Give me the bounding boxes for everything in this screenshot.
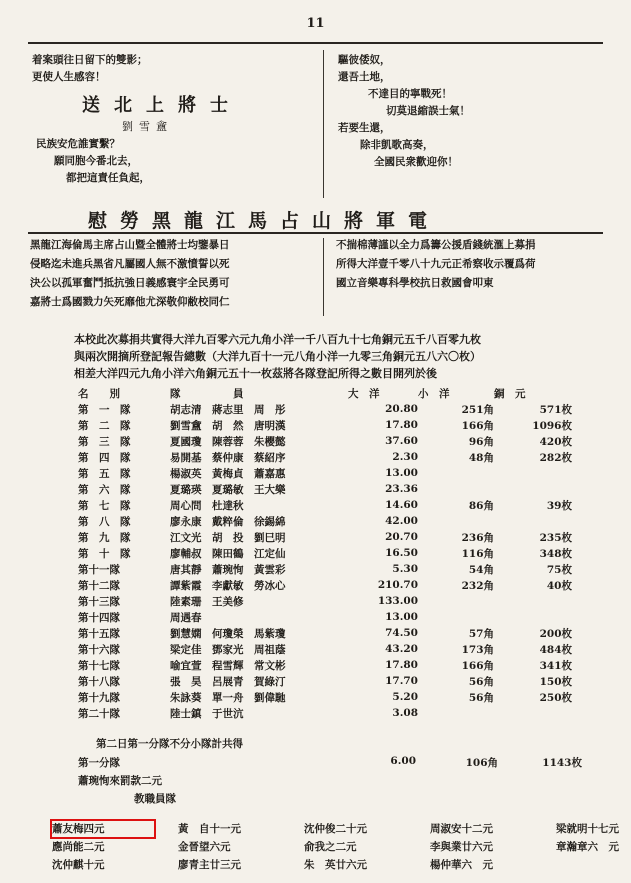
donor-entry: 沈仲俊二十元: [304, 823, 367, 835]
poem-line: 都把這責任負起，: [66, 172, 150, 184]
fine-note: 蕭琬恂來罰款二元: [78, 775, 162, 787]
small-coin-cell: [418, 481, 494, 497]
telegram-line: 決公以孤軍奮鬥抵抗強日義感寰宇全民勇可: [30, 277, 230, 289]
first-subteam-small: 106角: [465, 757, 498, 769]
members-cell: 江文光 胡 投 劉巳明: [170, 531, 286, 544]
copper-cell: [494, 465, 572, 481]
second-day-label: 第二日第一分隊不分小隊計共得: [96, 738, 243, 750]
big-coin-cell: 3.08: [392, 707, 418, 719]
team-cell: 第 七 隊: [78, 499, 131, 512]
table-row: [56, 593, 572, 609]
copper-cell: [494, 481, 572, 497]
members-cell: 夏璐瑛 夏璐敏 王大樂: [170, 483, 286, 496]
donor-entry: 蕭友梅四元: [52, 823, 105, 835]
copper-cell: 1096枚: [532, 419, 572, 432]
members-cell: 喻宜萱 程雪輝 常文彬: [170, 659, 286, 672]
table-row: [56, 433, 572, 449]
small-coin-cell: 56角: [468, 675, 494, 688]
copper-cell: 40枚: [546, 579, 572, 592]
header-small-coin: 小 洋: [418, 387, 450, 400]
header-big-coin: 大 洋: [348, 387, 380, 400]
telegram-left-column: [30, 236, 230, 312]
small-coin-cell: [418, 513, 494, 529]
table-row: [56, 641, 572, 657]
telegram-right-column: [336, 236, 536, 293]
table-row: [56, 513, 572, 529]
copper-cell: [494, 609, 572, 625]
small-coin-cell: 236角: [461, 531, 494, 544]
big-coin-cell: 42.00: [385, 515, 418, 527]
members-cell: 周遇春: [170, 611, 202, 624]
table-row: [56, 449, 572, 465]
members-cell: 張 昊 呂展青 賀綠汀: [170, 675, 286, 688]
table-row: [56, 577, 572, 593]
big-coin-cell: 14.60: [385, 499, 418, 511]
members-cell: 胡志清 蔣志里 周 彤: [170, 403, 286, 416]
big-coin-cell: 13.00: [385, 611, 418, 623]
small-coin-cell: 96角: [468, 435, 494, 448]
team-cell: 第十三隊: [78, 595, 120, 608]
donor-entry: 應尚能二元: [52, 841, 105, 853]
team-cell: 第 六 隊: [78, 483, 131, 496]
copper-cell: [494, 513, 572, 529]
big-coin-cell: 5.20: [392, 691, 418, 703]
big-coin-cell: 17.80: [385, 659, 418, 671]
members-cell: 陸素珊 王美修: [170, 595, 244, 608]
members-cell: 朱詠葵 單一舟 劉偉馳: [170, 691, 286, 704]
team-cell: 第 二 隊: [78, 419, 131, 432]
team-cell: 第 一 隊: [78, 403, 131, 416]
team-cell: 第十二隊: [78, 579, 120, 592]
poem-title: 送北上將士: [82, 95, 242, 116]
table-row: [56, 417, 572, 433]
small-coin-cell: 86角: [468, 499, 494, 512]
team-cell: 第十九隊: [78, 691, 120, 704]
big-coin-cell: 5.30: [392, 563, 418, 575]
donor-row: [52, 839, 626, 857]
telegram-line: 國立音樂專科學校抗日救國會叩東: [336, 277, 494, 289]
table-row: [56, 673, 572, 689]
team-cell: 第 十 隊: [78, 547, 131, 560]
team-cell: 第十五隊: [78, 627, 120, 640]
donor-entry: 李與業廿六元: [430, 841, 493, 853]
members-cell: 廖永康 戴粹倫 徐錫綿: [170, 515, 286, 528]
intro-line: 本校此次募捐共實得大洋九百零六元九角小洋一千八百九十七角銅元五千八百零九枚: [74, 333, 481, 346]
team-cell: 第十一隊: [78, 563, 120, 576]
members-cell: 廖輔叔 陳田鶴 江定仙: [170, 547, 286, 560]
members-cell: 唐其靜 蕭琬恂 黃雲彩: [170, 563, 286, 576]
table-row: [56, 529, 572, 545]
table-row: [56, 609, 572, 625]
poem-right-column: [338, 52, 603, 171]
team-cell: 第 五 隊: [78, 467, 131, 480]
big-coin-cell: 37.60: [385, 435, 418, 447]
big-coin-cell: 20.70: [385, 531, 418, 543]
header-copper: 銅 元: [494, 387, 526, 400]
telegram-line: 侵略迄未進兵黑省凡屬國人無不激憤誓以死: [30, 258, 230, 270]
page-number: 11: [306, 16, 325, 31]
small-coin-cell: 56角: [468, 691, 494, 704]
team-cell: 第十四隊: [78, 611, 120, 624]
first-subteam-label: 第一分隊: [78, 757, 120, 769]
donor-row: [52, 857, 626, 875]
members-cell: 劉慧嫻 何瓊榮 馬紫瓊: [170, 627, 286, 640]
copper-cell: 75枚: [546, 563, 572, 576]
poem-line: 全國民衆歡迎你！: [374, 156, 458, 168]
team-cell: 第二十隊: [78, 707, 120, 720]
big-coin-cell: 74.50: [385, 627, 418, 639]
first-subteam-big: 6.00: [390, 755, 416, 767]
team-cell: 第十八隊: [78, 675, 120, 688]
poem-line: 驅彼倭奴，: [338, 54, 391, 66]
donor-entry: 金晉望六元: [178, 841, 231, 853]
poem-line: 不達目的寧戰死！: [368, 88, 452, 100]
donor-entry: 俞我之二元: [304, 841, 357, 853]
donor-entry: 廖青主廿三元: [178, 859, 241, 871]
telegram-line: 不揣棉薄謹以全力爲籌公援盾錢統滙上募捐: [336, 239, 536, 251]
poem-line: 願同胞今番北去，: [54, 155, 138, 167]
first-subteam-copper: 1143枚: [542, 757, 582, 769]
big-coin-cell: 20.80: [385, 403, 418, 415]
big-coin-cell: 2.30: [392, 451, 418, 463]
top-rule: [28, 42, 603, 44]
table-body: [56, 401, 572, 721]
copper-cell: 150枚: [539, 675, 572, 688]
members-cell: 陸士鎮 于世沆: [170, 707, 244, 720]
table-row: [56, 625, 572, 641]
small-coin-cell: [418, 609, 494, 625]
small-coin-cell: [418, 705, 494, 721]
donor-entry: 沈仲麒十元: [52, 859, 105, 871]
members-cell: 譚紫霞 李獻敏 勞冰心: [170, 579, 286, 592]
poem-author: 劉雪盦: [122, 120, 173, 133]
big-coin-cell: 43.20: [385, 643, 418, 655]
poem-line: 除非凱歌高奏，: [360, 139, 434, 151]
table-row: [56, 657, 572, 673]
donor-entry: 黃 自十一元: [178, 823, 241, 835]
copper-cell: 235枚: [539, 531, 572, 544]
copper-cell: 250枚: [539, 691, 572, 704]
members-cell: 劉雪盦 胡 然 唐明漢: [170, 419, 286, 432]
team-cell: 第 四 隊: [78, 451, 131, 464]
copper-cell: 484枚: [539, 643, 572, 656]
members-cell: 梁定佳 鄧家光 周祖蔭: [170, 643, 286, 656]
small-coin-cell: 57角: [468, 627, 494, 640]
big-coin-cell: 16.50: [385, 547, 418, 559]
small-coin-cell: [418, 593, 494, 609]
donor-entry: 朱 英廿六元: [304, 859, 367, 871]
members-cell: 易開基 蔡仲康 蔡紹序: [170, 451, 286, 464]
table-row: [56, 705, 572, 721]
members-cell: 周心問 杜達秋: [170, 499, 244, 512]
copper-cell: 282枚: [539, 451, 572, 464]
table-row: [56, 497, 572, 513]
table-row: [56, 481, 572, 497]
table-row: [56, 465, 572, 481]
team-cell: 第 三 隊: [78, 435, 131, 448]
poem-line: 若要生還，: [338, 122, 391, 134]
team-cell: 第 九 隊: [78, 531, 131, 544]
copper-cell: 39枚: [546, 499, 572, 512]
donation-intro: [74, 331, 614, 382]
big-coin-cell: 133.00: [377, 595, 418, 607]
team-cell: 第十六隊: [78, 643, 120, 656]
small-coin-cell: 232角: [461, 579, 494, 592]
big-coin-cell: 17.70: [385, 675, 418, 687]
highlight-box: [50, 819, 156, 839]
copper-cell: 571枚: [539, 403, 572, 416]
big-coin-cell: 17.80: [385, 419, 418, 431]
big-coin-cell: 23.36: [385, 483, 418, 495]
table-header-row: [56, 385, 572, 401]
poem-line: 切莫退縮誤士氣！: [386, 105, 470, 117]
telegram-title: 慰勞黑龍江馬占山將軍電: [88, 210, 441, 232]
telegram-line: 嘉將士爲國戮力矢死靡他尤深敬仰敝校同仁: [30, 296, 230, 308]
team-cell: 第十七隊: [78, 659, 120, 672]
header-members: 隊 員: [170, 387, 244, 400]
telegram-divider: [323, 238, 324, 316]
poem-line: 更使人生感容！: [32, 71, 106, 83]
intro-line: 與兩次開摘所登記報告總數（大洋九百十一元八角小洋一九零三角銅元五八六〇枚）: [74, 350, 481, 363]
header-team: 名 別: [78, 387, 120, 400]
big-coin-cell: 13.00: [385, 467, 418, 479]
telegram-line: 黑龍江海倫馬主席占山暨全體將士均鑒暴日: [30, 239, 230, 251]
copper-cell: 200枚: [539, 627, 572, 640]
poem-left-bottom: [36, 136, 326, 187]
copper-cell: 341枚: [539, 659, 572, 672]
intro-line: 相差大洋四元九角小洋六角銅元五十一枚茲將各隊登記所得之數目開列於後: [74, 367, 437, 380]
copper-cell: [494, 705, 572, 721]
table-row: [56, 561, 572, 577]
table-row: [56, 545, 572, 561]
small-coin-cell: 166角: [461, 419, 494, 432]
staff-team-label: 教職員隊: [134, 793, 176, 805]
table-row: [56, 401, 572, 417]
telegram-line: 所得大洋壹千零八十九元正希察收示覆爲荷: [336, 258, 536, 270]
small-coin-cell: 116角: [461, 547, 494, 560]
small-coin-cell: 251角: [461, 403, 494, 416]
poem-line: 着案頭往日留下的雙影；: [32, 54, 148, 66]
donation-table: [56, 385, 572, 721]
poem-line: 民族安危誰實繫？: [36, 138, 120, 150]
members-cell: 夏國瓊 陳蓉蓉 朱櫻懿: [170, 435, 286, 448]
donor-entry: 楊仲華六 元: [430, 859, 493, 871]
big-coin-cell: 210.70: [377, 579, 418, 591]
small-coin-cell: [418, 465, 494, 481]
telegram-rule: [28, 232, 603, 234]
poem-left-column: [32, 52, 322, 86]
small-coin-cell: 48角: [468, 451, 494, 464]
copper-cell: 420枚: [539, 435, 572, 448]
team-cell: 第 八 隊: [78, 515, 131, 528]
small-coin-cell: 173角: [461, 643, 494, 656]
copper-cell: [494, 593, 572, 609]
members-cell: 楊淑英 黃梅貞 蕭嘉惠: [170, 467, 286, 480]
donor-entry: 梁就明十七元: [556, 823, 619, 835]
small-coin-cell: 54角: [468, 563, 494, 576]
poem-line: 還吾土地，: [338, 71, 391, 83]
donor-entry: 周淑安十二元: [430, 823, 493, 835]
table-row: [56, 689, 572, 705]
small-coin-cell: 166角: [461, 659, 494, 672]
copper-cell: 348枚: [539, 547, 572, 560]
donor-entry: 章瀚章六 元: [556, 841, 619, 853]
